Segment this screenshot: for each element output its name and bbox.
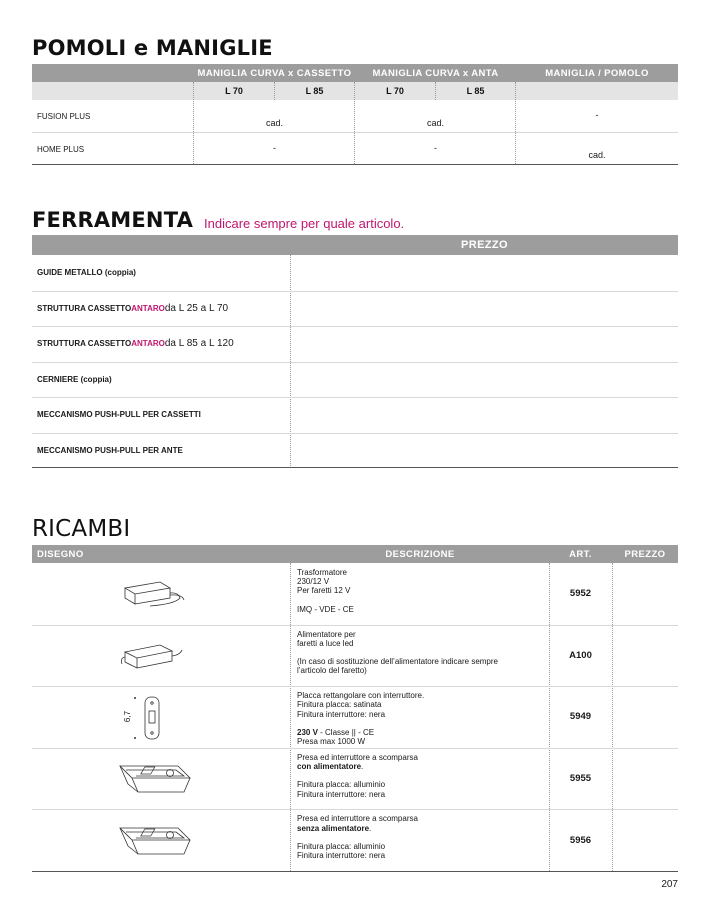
ricambi-row-description: [297, 691, 545, 746]
ricambi-desc-bold: 230 V: [297, 727, 318, 737]
ricambi-desc-bold: con alimentatore: [297, 762, 362, 771]
ferramenta-row-range: da L 25 a L 70: [164, 302, 229, 314]
pomoli-sub-l85-a: L 85: [274, 82, 355, 100]
ferramenta-price-header: PREZZO: [291, 235, 678, 255]
ferramenta-row: [37, 255, 136, 291]
ricambi-desc-line: Presa max 1000 W: [297, 737, 366, 747]
ricambi-header-disegno: DISEGNO: [37, 545, 84, 563]
pomoli-header-col3: MANIGLIA / POMOLO: [516, 64, 678, 82]
pomoli-row-fusion-name: FUSION PLUS: [37, 111, 91, 121]
ricambi-row-price-cell[interactable]: [613, 748, 678, 810]
ricambi-row-description: [297, 753, 545, 799]
socket-box-icon: [118, 820, 194, 860]
ricambi-desc-line: - Classe || - CE: [317, 727, 375, 737]
ricambi-desc-bold: senza alimentatore: [297, 823, 370, 833]
switch-plate-dimension: 6,7: [123, 710, 133, 723]
ricambi-desc-line: IMQ - VDE - CE: [297, 604, 354, 614]
ricambi-desc-line: Finitura interruttore: nera: [297, 851, 386, 861]
socket-box-icon: [118, 758, 194, 798]
pomoli-row-fusion-c2: cad.: [426, 118, 444, 128]
pomoli-row-home-c3: cad.: [588, 150, 606, 160]
ferramenta-row-label: MECCANISMO PUSH-PULL PER ANTE: [37, 445, 183, 455]
ricambi-desc-line: Placca rettangolare con interruttore.: [297, 691, 425, 701]
ricambi-desc-line: 230/12 V: [297, 577, 330, 587]
ricambi-row-description: [297, 568, 545, 614]
ferramenta-row-brand: ANTARO: [131, 339, 165, 349]
ricambi-header-prezzo: PREZZO: [612, 545, 678, 563]
ferramenta-row-label: STRUTTURA CASSETTO: [37, 303, 132, 313]
ricambi-desc-line: Presa ed interruttore a scomparsa: [297, 752, 418, 762]
ricambi-desc-line: Finitura placca: alluminio: [297, 841, 386, 851]
pomoli-row-home-c2: -: [434, 143, 437, 153]
transformer-icon: [120, 576, 190, 610]
ricambi-row-art: 5955: [569, 773, 592, 785]
pomoli-row-home-name: HOME PLUS: [37, 144, 85, 154]
ricambi-desc-line: l’articolo del faretto): [297, 666, 367, 676]
ferramenta-row-range: da L 85 a L 120: [164, 338, 234, 350]
ferramenta-note: Indicare sempre per quale articolo.: [204, 216, 405, 231]
ferramenta-row: [37, 326, 234, 362]
ricambi-desc-line: Trasformatore: [297, 568, 347, 577]
ferramenta-row: [37, 362, 112, 398]
ferramenta-row-brand: ANTARO: [131, 303, 165, 313]
ricambi-row-art: 5956: [569, 834, 592, 846]
ricambi-row-art: 5952: [569, 588, 592, 600]
ricambi-header-art: ART.: [549, 545, 612, 563]
ricambi-row-price-cell[interactable]: [613, 809, 678, 871]
ricambi-row-price-cell[interactable]: [613, 625, 678, 687]
ricambi-desc-line: (In caso di sostituzione dell’alimentatore indicare sempre: [297, 657, 498, 667]
switch-plate-icon: [125, 693, 175, 743]
ricambi-header-descrizione: DESCRIZIONE: [291, 545, 549, 563]
pomoli-header-col2: MANIGLIA CURVA x ANTA: [355, 64, 516, 82]
ricambi-desc-line: Finitura interruttore: nera: [297, 789, 386, 799]
pomoli-sub-l70-a: L 70: [194, 82, 274, 100]
pomoli-sub-l85-b: L 85: [435, 82, 516, 100]
pomoli-row-fusion-c1: cad.: [265, 118, 283, 128]
ricambi-row-price-cell[interactable]: [613, 563, 678, 625]
ferramenta-row-label: CERNIERE (coppia): [37, 374, 112, 384]
pomoli-row-home-c1: -: [273, 143, 276, 153]
ferramenta-row-label: STRUTTURA CASSETTO: [37, 339, 132, 349]
ricambi-row-description: [297, 814, 545, 860]
ricambi-desc-line: Finitura placca: alluminio: [297, 780, 386, 790]
ricambi-desc-line: Alimentatore per: [297, 629, 356, 639]
ricambi-desc-line: .: [369, 823, 372, 833]
ferramenta-row-label: MECCANISMO PUSH-PULL PER CASSETTI: [37, 410, 201, 420]
ricambi-row-price-cell[interactable]: [613, 686, 678, 748]
ricambi-row-art: 5949: [569, 711, 592, 723]
ricambi-desc-line: Finitura placca: satinata: [297, 700, 382, 710]
ricambi-desc-line: .: [361, 762, 364, 771]
ricambi-desc-line: Presa ed interruttore a scomparsa: [297, 814, 418, 824]
ferramenta-row: [37, 397, 201, 433]
power-supply-icon: [120, 638, 190, 672]
pomoli-row-fusion-c3: -: [595, 110, 599, 120]
page-number: 207: [661, 879, 678, 890]
ricambi-row-description: [297, 630, 545, 676]
section-title-pomoli: POMOLI e MANIGLIE: [32, 36, 273, 60]
ferramenta-row-label: GUIDE METALLO (coppia): [37, 268, 136, 278]
section-title-ricambi: RICAMBI: [32, 516, 131, 542]
ricambi-desc-line: Per faretti 12 V: [297, 586, 351, 596]
ferramenta-row: [37, 433, 183, 469]
pomoli-sub-l70-b: L 70: [355, 82, 435, 100]
section-title-ferramenta: FERRAMENTA: [32, 208, 194, 232]
ferramenta-row: [37, 291, 228, 327]
ricambi-desc-line: faretti a luce led: [297, 638, 354, 648]
ricambi-desc-line: Finitura interruttore: nera: [297, 709, 386, 719]
ricambi-row-art: A100: [569, 649, 592, 661]
pomoli-header-col1: MANIGLIA CURVA x CASSETTO: [194, 64, 355, 82]
